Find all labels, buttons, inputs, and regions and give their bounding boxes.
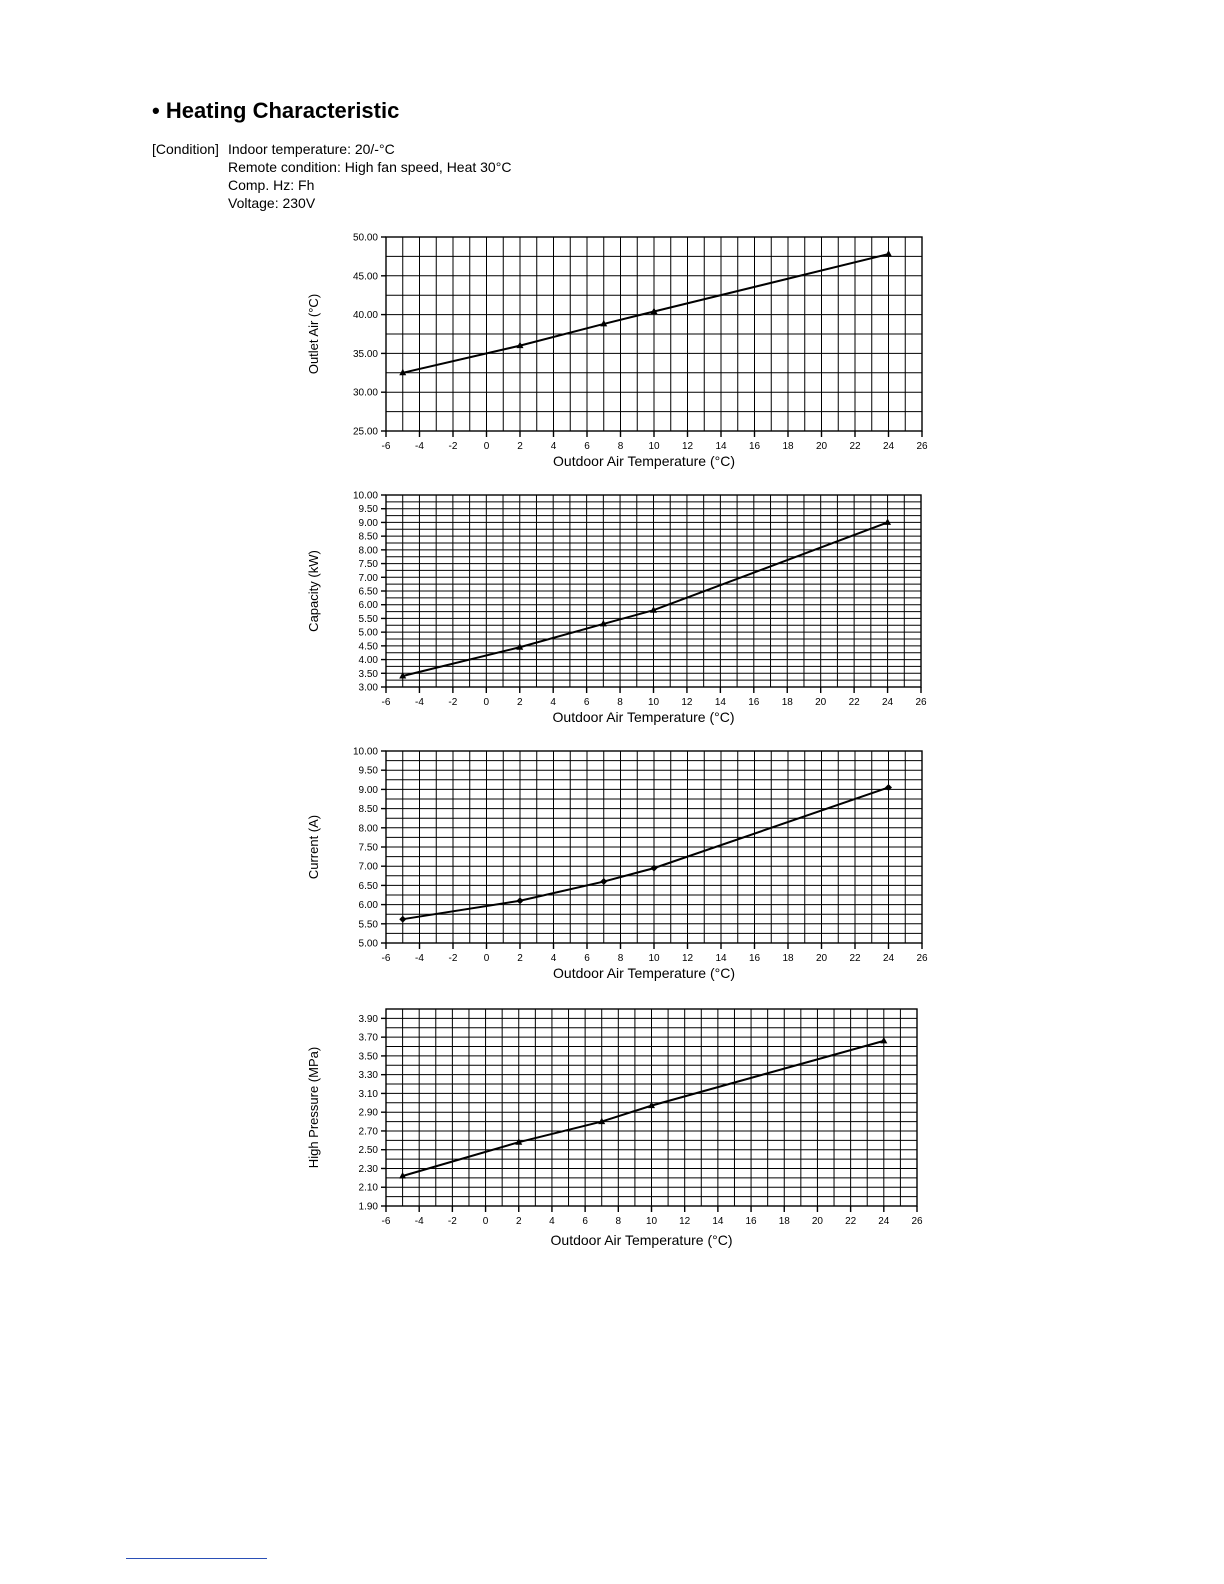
x-tick-label: 14 (714, 697, 726, 708)
y-tick-label: 4.50 (358, 641, 378, 653)
y-tick-label: 9.50 (358, 504, 378, 516)
x-tick-label: 2 (516, 697, 523, 708)
x-axis-label: Outdoor Air Temperature (°C) (553, 453, 735, 469)
x-tick-label: 6 (584, 441, 590, 452)
y-tick-label: 50.00 (352, 232, 378, 244)
y-tick-label: 45.00 (352, 271, 378, 283)
y-tick-label: 7.50 (358, 842, 378, 854)
y-tick-label: 10.00 (352, 746, 378, 758)
y-tick-label: 5.00 (358, 627, 378, 639)
y-tick-label: 5.50 (358, 613, 378, 625)
y-axis-label: High Pressure (MPa) (306, 1046, 321, 1169)
y-tick-label: 10.00 (352, 490, 378, 502)
x-tick-label: 20 (815, 697, 827, 708)
y-tick-label: 9.00 (358, 784, 378, 796)
x-tick-label: 22 (849, 441, 861, 452)
y-tick-label: 7.00 (358, 572, 378, 584)
x-tick-label: 4 (549, 1216, 555, 1227)
y-tick-label: 8.50 (358, 804, 378, 816)
x-tick-label: 26 (916, 441, 928, 452)
y-tick-label: 35.00 (352, 348, 378, 360)
x-tick-label: 16 (748, 953, 761, 964)
y-tick-label: 7.00 (358, 861, 378, 873)
x-tick-label: -2 (447, 1216, 457, 1227)
y-tick-label: 2.90 (358, 1107, 378, 1119)
x-tick-label: 22 (845, 1216, 857, 1227)
y-tick-label: 3.90 (358, 1013, 378, 1025)
y-tick-label: 5.00 (358, 938, 378, 950)
y-tick-label: 1.90 (358, 1201, 378, 1213)
x-tick-label: 12 (681, 953, 694, 964)
x-tick-label: 14 (715, 953, 727, 964)
y-tick-label: 7.50 (358, 559, 378, 571)
x-tick-label: 0 (483, 697, 490, 708)
y-tick-label: 9.00 (358, 517, 378, 529)
condition-remote: Remote condition: High fan speed, Heat 30°C (228, 159, 512, 175)
footer-rule (126, 1558, 267, 1559)
chart-3-grid (381, 1009, 917, 1212)
x-tick-label: -6 (381, 697, 391, 708)
x-tick-label: 24 (882, 697, 894, 708)
y-tick-label: 8.50 (358, 531, 378, 543)
x-tick-label: -6 (381, 953, 391, 964)
x-tick-label: 26 (911, 1216, 923, 1227)
x-tick-label: 20 (811, 1216, 823, 1227)
x-tick-label: -2 (448, 953, 458, 964)
y-tick-label: 6.00 (358, 900, 378, 912)
x-tick-label: 12 (681, 697, 693, 708)
x-tick-label: 18 (782, 953, 794, 964)
x-tick-label: 26 (916, 953, 928, 964)
series-line (403, 1041, 884, 1176)
x-tick-label: 22 (849, 953, 861, 964)
x-axis-label: Outdoor Air Temperature (°C) (550, 1232, 733, 1248)
data-point (880, 1037, 887, 1044)
x-tick-label: -4 (414, 697, 424, 708)
condition-comp-hz: Comp. Hz: Fh (228, 177, 315, 193)
x-tick-label: -4 (414, 1216, 424, 1227)
y-tick-label: 6.00 (358, 600, 378, 612)
x-tick-label: 10 (647, 697, 660, 708)
y-tick-label: 5.50 (358, 919, 378, 931)
x-tick-label: 18 (781, 697, 793, 708)
x-tick-label: 10 (648, 441, 660, 452)
y-tick-label: 3.10 (358, 1088, 378, 1100)
x-tick-label: -4 (415, 441, 424, 452)
x-tick-label: 18 (778, 1216, 790, 1227)
x-tick-label: -4 (415, 953, 424, 964)
x-tick-label: 2 (517, 953, 523, 964)
y-tick-label: 2.10 (358, 1182, 378, 1194)
x-axis-label: Outdoor Air Temperature (°C) (552, 709, 735, 725)
x-tick-label: 16 (748, 441, 761, 452)
y-tick-label: 4.00 (358, 655, 378, 667)
y-axis-label: Current (A) (306, 814, 321, 880)
x-tick-label: 20 (815, 441, 828, 452)
x-tick-label: 14 (712, 1216, 724, 1227)
y-tick-label: 3.30 (358, 1070, 378, 1082)
x-tick-label: 2 (515, 1216, 522, 1227)
x-tick-label: 10 (645, 1216, 658, 1227)
x-tick-label: 6 (583, 697, 590, 708)
x-tick-label: 8 (615, 1216, 622, 1227)
x-tick-label: 8 (617, 441, 624, 452)
condition-indoor-temp: Indoor temperature: 20/-°C (228, 141, 395, 157)
y-tick-label: 25.00 (352, 426, 378, 438)
y-tick-label: 8.00 (358, 545, 378, 557)
condition-voltage: Voltage: 230V (228, 195, 316, 211)
x-tick-label: 2 (517, 441, 523, 452)
x-tick-label: 18 (782, 441, 794, 452)
x-tick-label: 4 (550, 441, 557, 452)
x-tick-label: 0 (483, 953, 490, 964)
x-tick-label: -2 (448, 441, 458, 452)
x-tick-label: 16 (748, 697, 760, 708)
y-tick-label: 8.00 (358, 823, 378, 835)
x-tick-label: 12 (681, 441, 694, 452)
y-tick-label: 3.70 (358, 1032, 378, 1044)
condition-label: [Condition] (152, 141, 219, 157)
x-tick-label: 4 (550, 953, 557, 964)
x-tick-label: -2 (448, 697, 458, 708)
y-tick-label: 6.50 (358, 586, 378, 598)
x-axis-label: Outdoor Air Temperature (°C) (553, 965, 735, 981)
x-tick-label: -6 (381, 1216, 391, 1227)
x-tick-label: 24 (882, 953, 895, 964)
x-tick-label: 6 (582, 1216, 588, 1227)
x-tick-label: 16 (745, 1216, 757, 1227)
x-tick-label: 0 (483, 441, 490, 452)
y-tick-label: 3.50 (358, 668, 378, 680)
y-tick-label: 2.30 (358, 1163, 378, 1175)
x-tick-label: 26 (915, 697, 927, 708)
y-tick-label: 40.00 (352, 310, 378, 322)
x-tick-label: 24 (882, 441, 895, 452)
y-axis-label: Capacity (kW) (306, 550, 321, 632)
x-tick-label: 20 (815, 953, 828, 964)
y-tick-label: 2.70 (358, 1126, 378, 1138)
x-tick-label: 10 (648, 953, 660, 964)
x-tick-label: 12 (679, 1216, 691, 1227)
x-tick-label: 6 (584, 953, 590, 964)
x-tick-label: 8 (617, 697, 623, 708)
x-tick-label: 14 (715, 441, 727, 452)
y-axis-label: Outlet Air (°C) (306, 293, 321, 375)
y-tick-label: 3.50 (358, 1051, 378, 1063)
y-tick-label: 2.50 (358, 1145, 378, 1157)
x-tick-label: 4 (550, 697, 556, 708)
x-tick-label: -6 (381, 441, 391, 452)
y-tick-label: 30.00 (352, 387, 378, 399)
page-title: • Heating Characteristic (152, 98, 400, 123)
x-tick-label: 0 (482, 1216, 489, 1227)
y-tick-label: 3.00 (358, 682, 378, 694)
x-tick-label: 24 (878, 1216, 890, 1227)
x-tick-label: 8 (617, 953, 624, 964)
y-tick-label: 6.50 (358, 880, 378, 892)
x-tick-label: 22 (848, 697, 860, 708)
y-tick-label: 9.50 (358, 765, 378, 777)
